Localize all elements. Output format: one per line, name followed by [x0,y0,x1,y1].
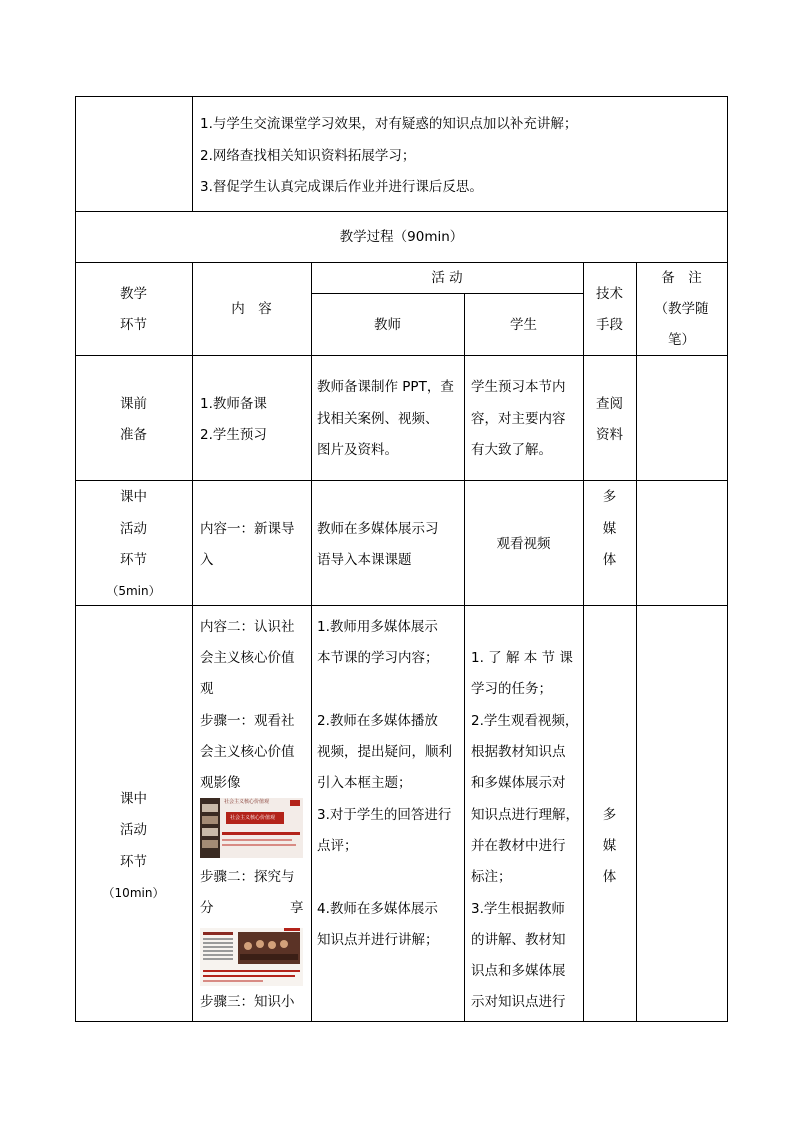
header-notes-line3: 笔） [668,332,695,348]
slide-thumbnail-video [200,798,303,858]
main-teacher-line7: 3.对于学生的回答进行 [317,807,452,823]
main-student-line11: 识点和多媒体展 [471,963,566,979]
pre-tech-line2: 资料 [596,427,623,443]
main-teacher-line2: 本节课的学习内容； [317,650,439,666]
col-divider [192,262,193,1022]
main-student-line1: 1. 了 解 本 节 课 [471,650,573,666]
col-divider [311,262,312,1022]
main-teacher-line11: 知识点并进行讲解； [317,932,439,948]
slide-thumbnail-caption: 社会主义核心价值观 [224,799,270,805]
main-teacher-line4: 2.教师在多媒体播放 [317,713,438,729]
slide-thumbnail-graphic [200,798,303,858]
row-divider [75,355,728,356]
main-segment-line4: （10min） [102,886,165,900]
post-class-item-2: 2.网络查找相关知识资料拓展学习； [200,148,416,164]
main-student-line4: 根据教材知识点 [471,744,566,760]
main-teacher-line6: 引入本框主题； [317,775,412,791]
main-student-line3: 2.学生观看视频， [471,713,579,729]
main-student-line10: 的讲解、教材知 [471,932,566,948]
main-student-line7: 并在教材中进行 [471,838,566,854]
main-teacher-line5: 视频，提出疑问，顺利 [317,744,452,760]
col-divider [192,96,193,212]
slide-thumbnail-heading: 社会主义核心价值观 [230,815,276,821]
main-content-line1: 内容二：认识社 [200,619,295,635]
main-content-step2: 步骤二：探究与 [200,869,295,885]
header-teacher: 教师 [374,317,401,333]
slide-thumbnail-discussion [200,928,303,986]
main-segment-line1: 课中 [120,791,147,807]
main-teacher-line10: 4.教师在多媒体展示 [317,901,438,917]
intro-student: 观看视频 [496,536,551,552]
header-content: 内 容 [231,301,272,317]
pre-student-line1: 学生预习本节内 [471,379,566,395]
main-student-line8: 标注； [471,869,512,885]
activity-subdivider [311,293,583,294]
pre-content-line1: 1.教师备课 [200,396,267,412]
main-tech-line2: 媒 [602,838,617,854]
intro-segment-line3: 环节 [120,552,147,568]
row-divider [75,262,728,263]
pre-student-line3: 有大致了解。 [471,442,552,458]
row-divider [75,211,728,212]
header-tech-line1: 技术 [596,286,623,302]
pre-tech-line1: 查阅 [596,396,623,412]
header-segment-line2: 环节 [120,317,147,333]
pre-segment-line2: 准备 [120,427,147,443]
intro-teacher-line1: 教师在多媒体展示习 [317,521,439,537]
header-activity: 活 动 [431,270,463,286]
main-content-line5: 会主义核心价值 [200,744,295,760]
header-notes-line2: （教学随 [654,301,709,317]
intro-tech-line3: 体 [602,552,617,568]
pre-teacher-line1: 教师备课制作 PPT，查 [317,379,454,395]
table-border-bottom [75,1021,728,1022]
main-content-line2: 会主义核心价值 [200,650,295,666]
col-divider [464,293,465,1022]
intro-segment-line2: 活动 [120,521,147,537]
main-tech-line3: 体 [602,869,617,885]
main-segment-line2: 活动 [120,822,147,838]
main-student-line12: 示对知识点进行 [471,994,566,1010]
row-divider [75,605,728,606]
post-class-item-1: 1.与学生交流课堂学习效果，对有疑惑的知识点加以补充讲解； [200,116,578,132]
main-content-line6: 观影像 [200,775,241,791]
header-segment-line1: 教学 [120,286,147,302]
intro-segment-line1: 课中 [120,489,147,505]
main-content-step2-b: 享 [290,900,304,916]
main-student-line9: 3.学生根据教师 [471,901,565,917]
col-divider [636,262,637,1022]
intro-content-line2: 入 [200,552,214,568]
pre-teacher-line3: 图片及资料。 [317,442,398,458]
main-teacher-line1: 1.教师用多媒体展示 [317,619,438,635]
intro-tech-line2: 媒 [602,521,617,537]
main-student-line6: 知识点进行理解， [471,807,579,823]
col-divider [583,262,584,1022]
pre-segment-line1: 课前 [120,396,147,412]
main-content-line3: 观 [200,681,214,697]
intro-content-line1: 内容一：新课导 [200,521,295,537]
main-segment-line3: 环节 [120,854,147,870]
pre-teacher-line2: 找相关案例、视频、 [317,411,439,427]
post-class-item-3: 3.督促学生认真完成课后作业并进行课后反思。 [200,179,483,195]
pre-student-line2: 容，对主要内容 [471,411,566,427]
section-title: 教学过程（90min） [339,229,464,245]
intro-teacher-line2: 语导入本课课题 [317,552,412,568]
header-notes-line1: 备 注 [661,270,702,286]
intro-tech-line1: 多 [602,489,617,505]
table-border-top [75,96,728,97]
intro-segment-line4: （5min） [106,584,161,598]
main-content-line4: 步骤一：观看社 [200,713,295,729]
main-teacher-line8: 点评； [317,838,358,854]
main-content-step3: 步骤三：知识小 [200,994,295,1010]
main-student-line2: 学习的任务； [471,681,552,697]
header-student: 学生 [510,317,537,333]
main-student-line5: 和多媒体展示对 [471,775,566,791]
slide-thumbnail-discussion-graphic [200,928,303,986]
header-tech-line2: 手段 [596,317,623,333]
pre-content-line2: 2.学生预习 [200,427,267,443]
main-content-step2-a: 分 [200,900,214,916]
row-divider [75,480,728,481]
main-tech-line1: 多 [602,807,617,823]
